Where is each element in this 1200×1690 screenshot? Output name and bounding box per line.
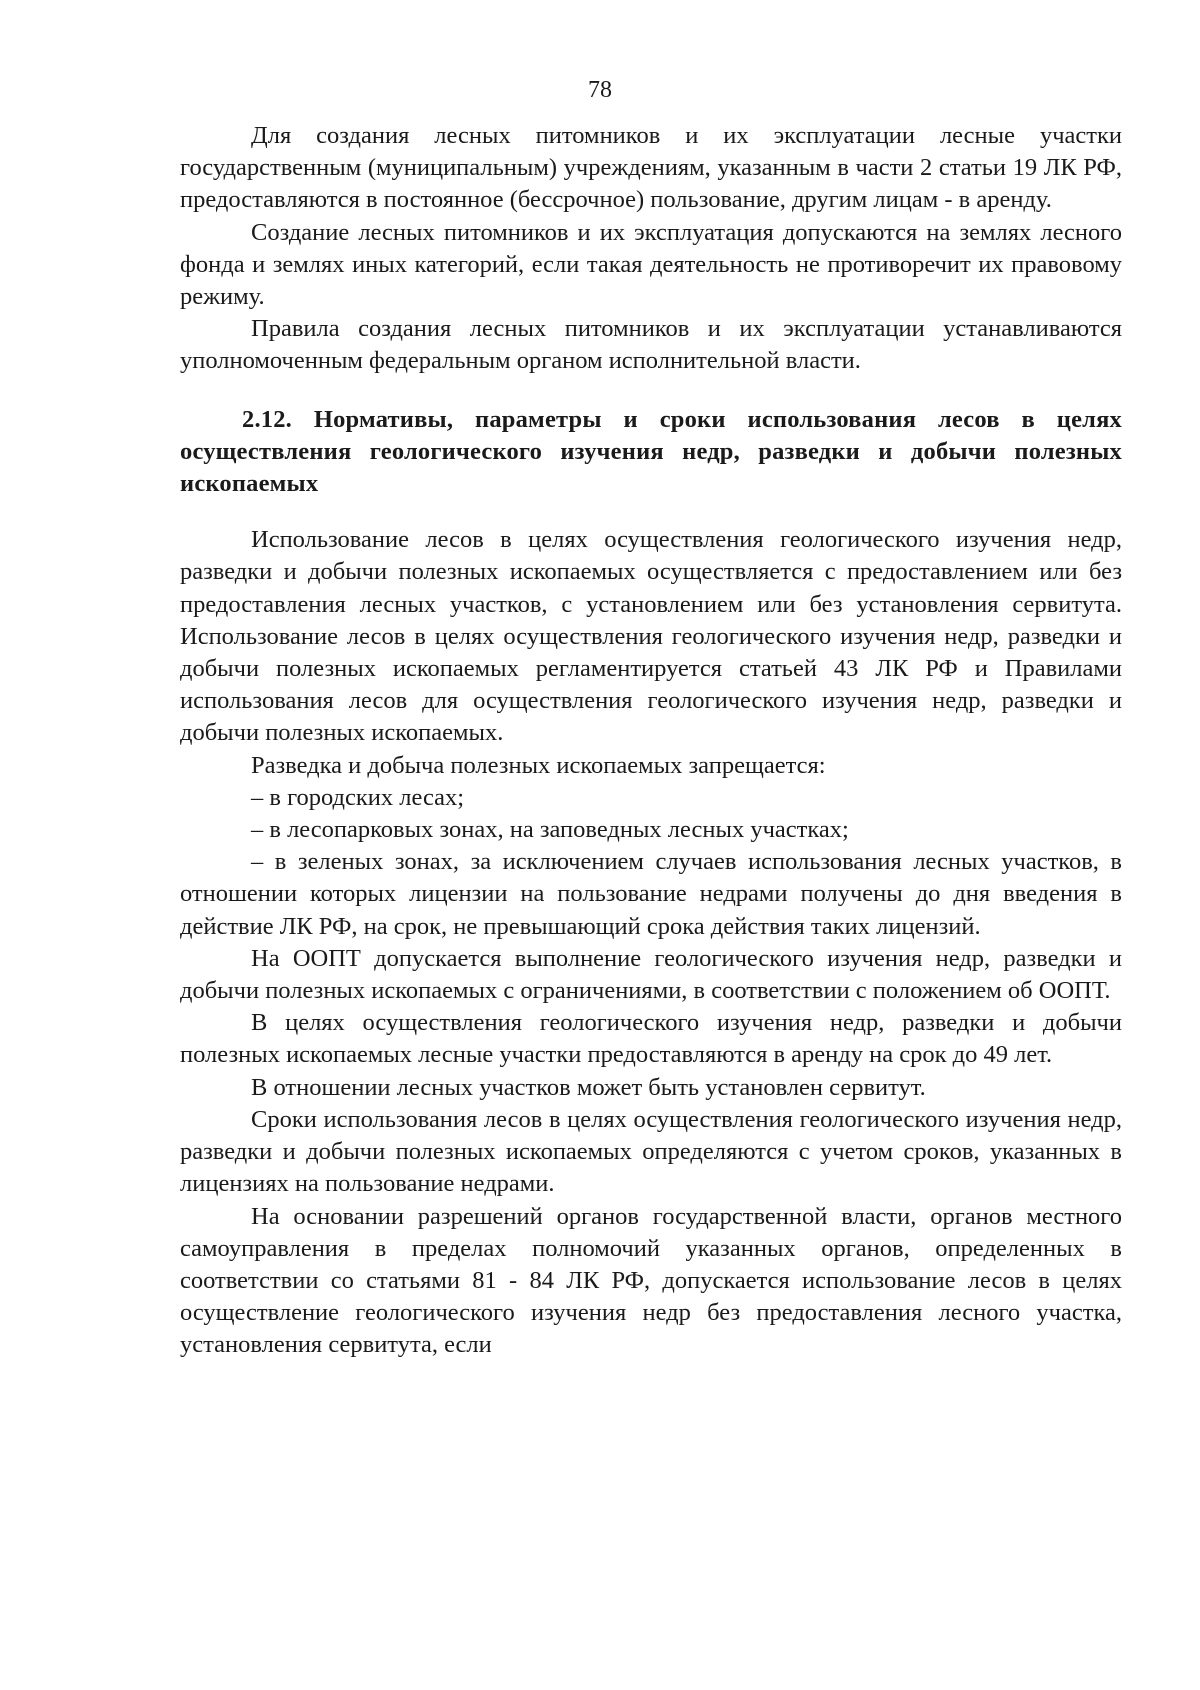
paragraph-lease-term: В целях осуществления геологического изучения недр, разведки и добычи полезных ископаемых лесные участки предоставляются в аренду на срок до 49 лет. <box>180 1009 1122 1069</box>
paragraph-nurseries-lands: Создание лесных питомников и их эксплуатация допускаются на землях лесного фонда и землях иных категорий, если такая деятельность не противоречит их правовому режиму. <box>180 218 1122 311</box>
list-item-prohibition: – в зеленых зонах, за исключением случаев использования лесных участков, в отношении которых лицензии на пользование недрами получены до дня введения в действие ЛК РФ, на срок, не превышающий срока действия таких лицензий. <box>180 848 1122 940</box>
paragraph-nurseries-provision: Для создания лесных питомников и их эксплуатации лесные участки государственным (муниципальным) учреждениям, указанным в части 2 статьи 19 ЛК РФ, предоставляются в постоянное (бессрочное) пользование, другим лицам - в аренду. <box>180 122 1122 214</box>
paragraph-geology-usage: Использование лесов в целях осуществления геологического изучения недр, разведки и добычи полезных ископаемых осуществляется с предоставлением или без предоставления лесных участков, с установлением или без установления сервитута. Использование лесов в целях осуществления геологического изучения недр, разведки и добычи полезных ископаемых регламентируется статьей 43 ЛК РФ и Правилами использования лесов для осуществления геологического изучения недр, разведки и добычи полезных ископаемых. <box>180 526 1122 747</box>
document-body <box>180 120 1122 1362</box>
list-item-prohibition: – в городских лесах; <box>251 783 465 811</box>
paragraph-usage-terms: Сроки использования лесов в целях осуществления геологического изучения недр, разведки и добычи полезных ископаемых определяются с учетом сроков, указанных в лицензиях на пользование недрами. <box>180 1105 1122 1198</box>
paragraph-prohibition-intro: Разведка и добыча полезных ископаемых запрещается: <box>251 751 826 779</box>
section-heading: 2.12. Нормативы, параметры и сроки использования лесов в целях осуществления геологического изучения недр, разведки и добычи полезных ископаемых <box>180 405 1122 498</box>
paragraph-oopt: На ООПТ допускается выполнение геологического изучения недр, разведки и добычи полезных ископаемых с ограничениями, в соответствии с положением об ООПТ. <box>180 944 1122 1005</box>
paragraph-servitude: В отношении лесных участков может быть установлен сервитут. <box>251 1073 926 1101</box>
list-item-prohibition: – в лесопарковых зонах, на заповедных лесных участках; <box>251 816 849 844</box>
page-number: 78 <box>588 77 612 103</box>
paragraph-permits: На основании разрешений органов государственной власти, органов местного самоуправления в пределах полномочий указанных органов, определенных в соответствии со статьями 81 - 84 ЛК РФ, допускается использование лесов в целях осуществление геологического изучения недр без предоставления лесного участка, установления сервитута, если <box>180 1202 1122 1359</box>
paragraph-nurseries-rules: Правила создания лесных питомников и их эксплуатации устанавливаются уполномоченным федеральным органом исполнительной власти. <box>180 315 1122 375</box>
